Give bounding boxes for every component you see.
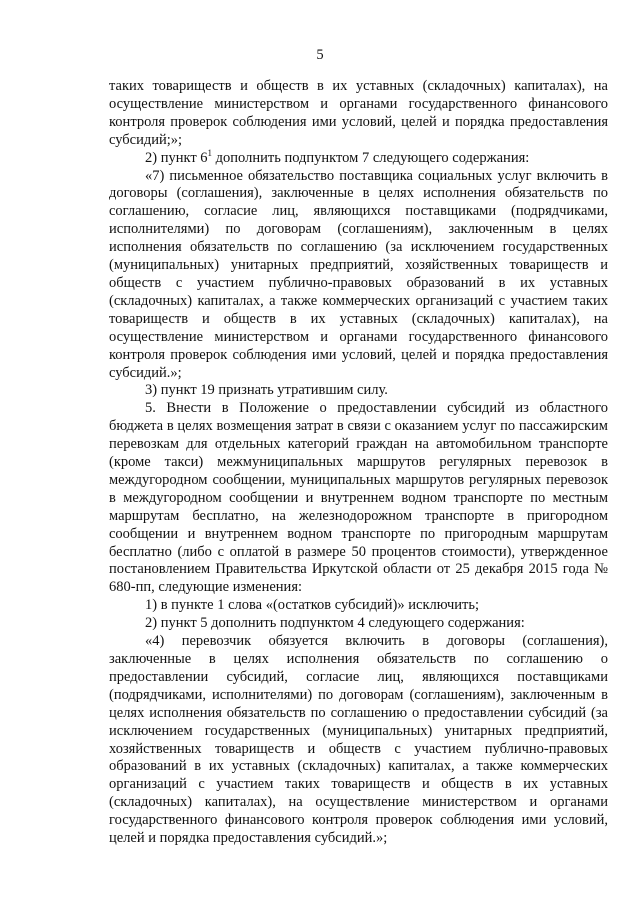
document-body (109, 78, 608, 848)
paragraph-continuation: таких товариществ и обществ в их уставных (складочных) капиталах), на осуществление министерством и органами государственного финансового контроля проверок соблюдения ими условий, целей и порядка предоставления субсидий;»; (109, 78, 608, 148)
paragraph-item-2-point-6-1 (109, 147, 608, 168)
paragraph-section-5: 5. Внести в Положение о предоставлении субсидий из областного бюджета в целях возмещения затрат в связи с оказанием услуг по пассажирским перевозкам для отдельных категорий граждан на автомобильном транспорте (кроме такси) межмуниципальных маршрутов регулярных перевозок в междугородном сообщении, муниципальных маршрутов регулярных перевозок в междугородном сообщении и внутреннем водном транспорте по местным маршрутам бесплатно, на железнодорожном транспорте в пригородном сообщении и внутреннем водном транспорте по пригородным маршрутам бесплатно (либо с оплатой в размере 50 процентов стоимости), утвержденное постановлением Правительства Иркутской области от 25 декабря 2015 года № 680-пп, следующие изменения: (109, 400, 608, 596)
paragraph-change-1: 1) в пункте 1 слова «(остатков субсидий)» исключить; (145, 597, 480, 614)
paragraph-subpoint-4: «4) перевозчик обязуется включить в договоры (соглашения), заключенные в целях исполнения обязательств по соглашению о предоставлении субсидий, согласие лиц, являющихся поставщиками (подрядчиками, исполнителями) по договорам (соглашениям), заключенным в целях исполнения обязательств по соглашению о предоставлении субсидий (за исключением государственных (муниципальных) унитарных предприятий, хозяйственных товариществ и обществ с участием публично-правовых образований в их уставных (складочных) капиталах, а также коммерческих организаций с участием таких товариществ и обществ в их уставных (складочных) капиталах), на осуществление министерством и органами государственного финансового контроля проверок соблюдения ими условий, целей и порядка предоставления субсидий.»; (109, 633, 608, 847)
paragraph-suffix: дополнить подпунктом 7 следующего содержания: (212, 149, 530, 166)
paragraph-item-3: 3) пункт 19 признать утратившим силу. (145, 382, 388, 399)
paragraph-subpoint-7: «7) письменное обязательство поставщика социальных услуг включить в договоры (соглашения), заключенные в целях исполнения обязательств по соглашению, согласие лиц, являющихся поставщиками (подрядчиками, исполнителями) по договорам (соглашениям), заключенным в целях исполнения обязательств по соглашению (за исключением государственных (муниципальных) унитарных предприятий, хозяйственных товариществ и обществ с участием публично-правовых образований в их уставных (складочных) капиталах, а также коммерческих организаций с участием таких товариществ и обществ в их уставных (складочных) капиталах), на осуществление министерством и органами государственного финансового контроля проверок соблюдения ими условий, целей и порядка предоставления субсидий.»; (109, 167, 608, 381)
paragraph-prefix: 2) пункт 6 (145, 149, 208, 166)
paragraph-change-2: 2) пункт 5 дополнить подпунктом 4 следующего содержания: (145, 615, 525, 632)
superscript-number: 1 (207, 147, 213, 158)
page-number: 5 (316, 47, 324, 63)
